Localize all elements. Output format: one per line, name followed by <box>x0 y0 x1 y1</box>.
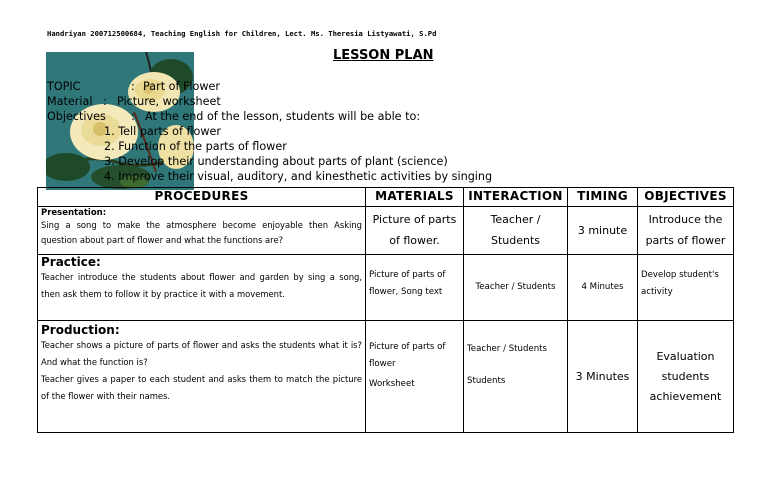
stage-title: Production: <box>41 323 120 337</box>
materials-cell: Picture of parts of flower. <box>366 207 464 255</box>
objectives-label: Objectives <box>47 110 106 123</box>
page-title: LESSON PLAN <box>333 48 434 63</box>
table-row <box>38 207 734 255</box>
objectives-cell: Introduce the parts of flower <box>638 207 734 255</box>
interaction-cell <box>464 321 568 433</box>
objective-item: 3. Develop their understanding about parts of plant (science) <box>104 155 448 168</box>
materials-cell <box>366 321 464 433</box>
stage-title: Presentation: <box>41 208 107 218</box>
objectives-cell: Develop student's activity <box>638 255 734 321</box>
procedure-cell <box>38 255 366 321</box>
timing-cell: 3 Minutes <box>568 321 638 433</box>
procedure-text: Teacher shows a picture of parts of flower and asks the students what it is? And what the function is? <box>41 340 362 367</box>
material-item: Worksheet <box>369 379 415 389</box>
interaction-item: Students <box>467 376 506 386</box>
procedure-text: Teacher gives a paper to each student and asks them to match the picture of the flower with their names. <box>41 374 362 401</box>
material-separator: : <box>103 95 107 108</box>
stage-title: Practice: <box>41 255 101 269</box>
interaction-cell: Teacher / Students <box>464 255 568 321</box>
table-header-row <box>38 188 734 207</box>
material-item: Picture of parts of flower <box>369 342 446 369</box>
material-label: Material <box>47 95 93 108</box>
lesson-plan-table <box>37 187 734 433</box>
objectives-cell: Evaluation students achievement <box>638 321 734 433</box>
column-header: INTERACTION <box>464 188 568 207</box>
objective-item: 2. Function of the parts of flower <box>104 140 287 153</box>
column-header: PROCEDURES <box>38 188 366 207</box>
material-line <box>47 94 221 109</box>
table-row <box>38 321 734 433</box>
column-header: TIMING <box>568 188 638 207</box>
procedure-text: Sing a song to make the atmosphere become enjoyable then Asking question about part of flower and what the functions are? <box>41 220 362 245</box>
column-header: OBJECTIVES <box>638 188 734 207</box>
materials-cell: Picture of parts of flower, Song text <box>366 255 464 321</box>
procedure-cell <box>38 321 366 433</box>
interaction-cell: Teacher / Students <box>464 207 568 255</box>
column-header: MATERIALS <box>366 188 464 207</box>
objective-item: 1. Tell parts of flower <box>104 125 222 138</box>
objectives-separator: : <box>131 110 135 123</box>
topic-value: Part of Flower <box>143 80 221 93</box>
timing-cell: 3 minute <box>568 207 638 255</box>
objective-item: 4. Improve their visual, auditory, and kinesthetic activities by singing <box>104 170 493 183</box>
document-header: Handriyan 200712500684, Teaching English for Children, Lect. Ms. Theresia Listyawati, S.Pd <box>47 29 437 38</box>
interaction-item: Teacher / Students <box>467 344 547 354</box>
objectives-intro: At the end of the lesson, students will be able to: <box>145 110 421 123</box>
topic-separator: : <box>131 80 135 93</box>
table-row <box>38 255 734 321</box>
topic-label: TOPIC <box>47 80 81 93</box>
timing-cell: 4 Minutes <box>568 255 638 321</box>
procedure-cell <box>38 207 366 255</box>
material-value: Picture, worksheet <box>117 95 221 108</box>
topic-line <box>47 79 220 94</box>
objectives-line <box>47 109 420 124</box>
procedure-text: Teacher introduce the students about flower and garden by sing a song, then ask them to follow it by practice it with a movement. <box>41 272 362 299</box>
